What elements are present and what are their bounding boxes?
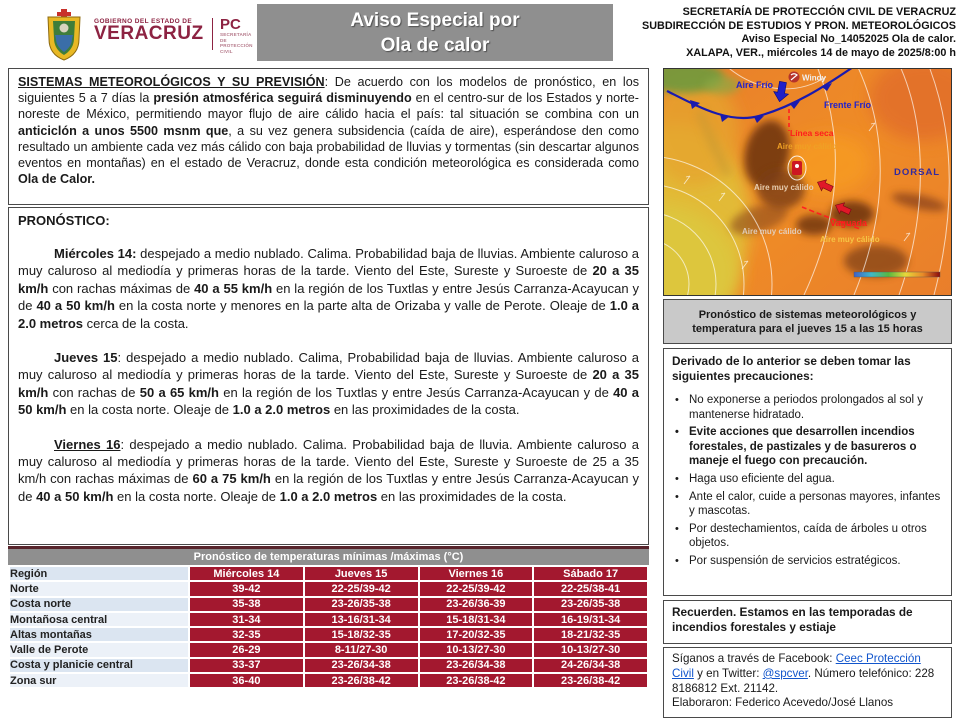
temp-cell: 23-26/38-42 xyxy=(419,673,534,688)
map-label-aire-muy-calido: Aire muy cálido xyxy=(754,183,814,192)
temperature-table-body xyxy=(9,581,648,688)
temperature-table-title: Pronóstico de temperaturas mínimas /máximas (°C) xyxy=(8,546,649,565)
table-header-row xyxy=(9,566,648,581)
map-caption-line2: temperatura para el jueves 15 a las 15 horas xyxy=(692,322,923,335)
weather-map xyxy=(663,68,952,296)
temp-cell: 32-35 xyxy=(189,627,304,642)
region-cell: Costa y planicie central xyxy=(9,658,189,673)
precautions-title: Derivado de lo anterior se deben tomar las siguientes precauciones: xyxy=(672,354,911,383)
map-label-aire-muy-calido: Aire muy cálido xyxy=(742,227,802,236)
windy-logo-text: Windy xyxy=(802,73,826,83)
temp-cell: 10-13/27-30 xyxy=(533,642,648,657)
precautions-list xyxy=(672,393,943,569)
table-row xyxy=(9,627,648,642)
temp-cell: 24-26/34-38 xyxy=(533,658,648,673)
col-header-wednesday: Miércoles 14 xyxy=(189,566,304,581)
map-caption-line1: Pronóstico de sistemas meteorológicos y xyxy=(698,308,917,321)
temp-cell: 35-38 xyxy=(189,597,304,612)
map-label-aire-muy-calido: Aire muy cálido xyxy=(777,142,837,151)
org-line-3: Aviso Especial No_14052025 Ola de calor. xyxy=(741,33,956,45)
precaution-item: • Evite acciones que desarrollen incendios forestales, de pastizales y de basureros o maneje el fuego con precaución. xyxy=(672,425,943,469)
veracruz-gov-logo xyxy=(44,4,256,64)
temp-cell: 23-26/36-39 xyxy=(419,597,534,612)
temp-cell: 36-40 xyxy=(189,673,304,688)
seasons-reminder: Recuerden. Estamos en las temporadas de incendios forestales y estiaje xyxy=(663,600,952,644)
table-row xyxy=(9,658,648,673)
temp-cell: 15-18/31-34 xyxy=(419,612,534,627)
precaution-item: • Haga uso eficiente del agua. xyxy=(672,472,943,487)
forecast-section xyxy=(8,207,649,545)
forecast-thursday: Jueves 15: despejado a medio nublado. Calima, Probabilidad baja de lluvias. Ambiente caluroso a muy caluroso al mediodía y primeras horas de la tarde. Viento del Este, Sureste y Suroeste de 20 a 35 km/h con rachas de 50 a 65 km/h en la región de los Tuxtlas y entre Jesús Carranza-Acayucan y de 40 a 50 km/h en la costa norte. Oleaje de 1.0 a 2.0 metros en las proximidades de la costa. xyxy=(18,350,640,418)
region-cell: Montañosa central xyxy=(9,612,189,627)
temp-cell: 15-18/32-35 xyxy=(304,627,419,642)
contact-section xyxy=(663,647,952,718)
temp-cell: 22-25/39-42 xyxy=(304,581,419,596)
map-label-linea-seca: Línea seca xyxy=(790,128,834,138)
map-label-aire-muy-calido: Aire muy cálido xyxy=(820,235,880,244)
temperature-table-section xyxy=(8,546,649,689)
temp-cell: 22-25/39-42 xyxy=(419,581,534,596)
logo-divider xyxy=(212,18,213,50)
table-row xyxy=(9,673,648,688)
gov-big-text: VERACRUZ xyxy=(94,23,204,44)
temperature-table xyxy=(8,565,649,689)
temp-cell: 17-20/32-35 xyxy=(419,627,534,642)
social-link[interactable]: Ceec Protección Civil xyxy=(672,652,921,680)
page-title xyxy=(257,4,613,61)
veracruz-coat-of-arms-icon xyxy=(46,9,82,61)
table-row xyxy=(9,597,648,612)
temp-cell: 33-37 xyxy=(189,658,304,673)
org-line-1: SECRETARÍA DE PROTECCIÓN CIVIL DE VERACRUZ xyxy=(682,6,956,18)
temp-cell: 23-26/38-42 xyxy=(304,673,419,688)
pc-logo-text: PC xyxy=(220,16,241,33)
temp-cell: 13-16/31-34 xyxy=(304,612,419,627)
col-header-saturday: Sábado 17 xyxy=(533,566,648,581)
map-label-vaguada: Vaguada xyxy=(830,218,868,228)
weather-map-graphic xyxy=(664,69,951,295)
precautions-section xyxy=(663,348,952,596)
col-header-thursday: Jueves 15 xyxy=(304,566,419,581)
social-text: Síganos a través de Facebook: Ceec Protección Civil y en Twitter: @spcver. Número telefónico: 228 8186812 Ext. 21142. xyxy=(672,652,935,695)
org-header xyxy=(616,6,956,60)
temp-cell: 39-42 xyxy=(189,581,304,596)
temp-cell: 23-26/35-38 xyxy=(304,597,419,612)
forecast-wednesday: Miércoles 14: despejado a medio nublado. Calima. Probabilidad baja de lluvias. Ambiente caluroso a muy caluroso al mediodía y primeras horas de la tarde. Viento del Este, Sureste y Suroeste de 20 a 35 km/h con rachas máximas de 40 a 55 km/h en la región de los Tuxtlas y entre Jesús Carranza-Acayucan y de 40 a 50 km/h en la costa norte y menores en la parte alta de Orizaba y valle de Perote. Oleaje de 1.0 a 2.0 metros cerca de la costa. xyxy=(18,246,640,331)
forecast-friday: Viernes 16: despejado a medio nublado. Calima. Probabilidad baja de lluvia. Ambiente caluroso a muy caluroso al mediodía y primeras horas de la tarde. Viento del Este, Sureste y Suroeste de 25 a 35 km/h con rachas máximas de 60 a 75 km/h en la región de los Tuxtlas y entre Jesús Carranza-Acayucan y de 40 a 50 km/h en la costa norte. Oleaje de 1.0 a 2.0 metros en las proximidades de la costa. xyxy=(18,436,639,504)
temperature-scale-bar xyxy=(854,272,940,277)
region-cell: Costa norte xyxy=(9,597,189,612)
table-row xyxy=(9,612,648,627)
temp-cell: 8-11/27-30 xyxy=(304,642,419,657)
org-line-2: SUBDIRECCIÓN DE ESTUDIOS Y PRON. METEOROLÓGICOS xyxy=(642,19,956,32)
table-row xyxy=(9,642,648,657)
temp-cell: 23-26/38-42 xyxy=(533,673,648,688)
temp-cell: 16-19/31-34 xyxy=(533,612,648,627)
map-label-dorsal: DORSAL xyxy=(894,167,941,178)
temp-cell: 23-26/34-38 xyxy=(419,658,534,673)
temp-cell: 22-25/38-41 xyxy=(533,581,648,596)
title-line-2: Ola de calor xyxy=(380,34,490,56)
precaution-item: • Por suspensión de servicios estratégicos. xyxy=(672,554,943,569)
table-row xyxy=(9,581,648,596)
temp-cell: 23-26/34-38 xyxy=(304,658,419,673)
region-cell: Altas montañas xyxy=(9,627,189,642)
temp-cell: 23-26/35-38 xyxy=(533,597,648,612)
pc-sub-line1: SECRETARÍA DE xyxy=(220,32,252,43)
region-cell: Valle de Perote xyxy=(9,642,189,657)
region-cell: Zona sur xyxy=(9,673,189,688)
title-line-1: Aviso Especial por xyxy=(350,9,520,31)
temp-cell: 18-21/32-35 xyxy=(533,627,648,642)
temp-cell: 26-29 xyxy=(189,642,304,657)
region-cell: Norte xyxy=(9,581,189,596)
social-link[interactable]: @spcver xyxy=(762,666,808,680)
precaution-item: • Ante el calor, cuide a personas mayores, infantes y mascotas. xyxy=(672,490,943,519)
pc-sub-line2: PROTECCIÓN CIVIL xyxy=(220,43,253,54)
weather-systems-paragraph: SISTEMAS METEOROLÓGICOS Y SU PREVISIÓN: De acuerdo con los modelos de pronóstico, en los siguientes 5 a 7 días la presión atmosférica seguirá disminuyendo en el centro-sur de los Estados y norte-noreste de México, permitiendo mayor flujo de aire cálido hacia el país: tal situación se combina con un anticiclón a unos 5500 msnm que, a su vez genera subsidencia (caída de aire), esperándose den como resultado un ambiente cada vez más cálido con baja probabilidad de lluvias y tormentas (sin descartar algunos eventos en montañas) en el estado de Veracruz, donde esta condición meteorológica es considerada como Ola de Calor. xyxy=(18,75,640,187)
map-label-frente-frio: Frente Frío xyxy=(824,100,872,110)
gov-small-text: GOBIERNO DEL ESTADO DE xyxy=(94,18,193,25)
forecast-heading: PRONÓSTICO: xyxy=(18,213,110,228)
precaution-item: • No exponerse a periodos prolongados al sol y mantenerse hidratado. xyxy=(672,393,943,422)
temp-cell: 31-34 xyxy=(189,612,304,627)
precaution-item: • Por destechamientos, caída de árboles u otros objetos. xyxy=(672,522,943,551)
col-header-region: Región xyxy=(9,566,189,581)
weather-systems-section xyxy=(8,68,649,205)
col-header-friday: Viernes 16 xyxy=(419,566,534,581)
map-label-aire-frio: Aire Frío xyxy=(736,80,774,90)
temp-cell: 10-13/27-30 xyxy=(419,642,534,657)
org-line-4: XALAPA, VER., miércoles 14 de mayo de 2025/8:00 h xyxy=(686,46,956,59)
elaborated-by: Elaboraron: Federico Acevedo/José Llanos xyxy=(672,696,894,710)
map-caption xyxy=(663,299,952,344)
